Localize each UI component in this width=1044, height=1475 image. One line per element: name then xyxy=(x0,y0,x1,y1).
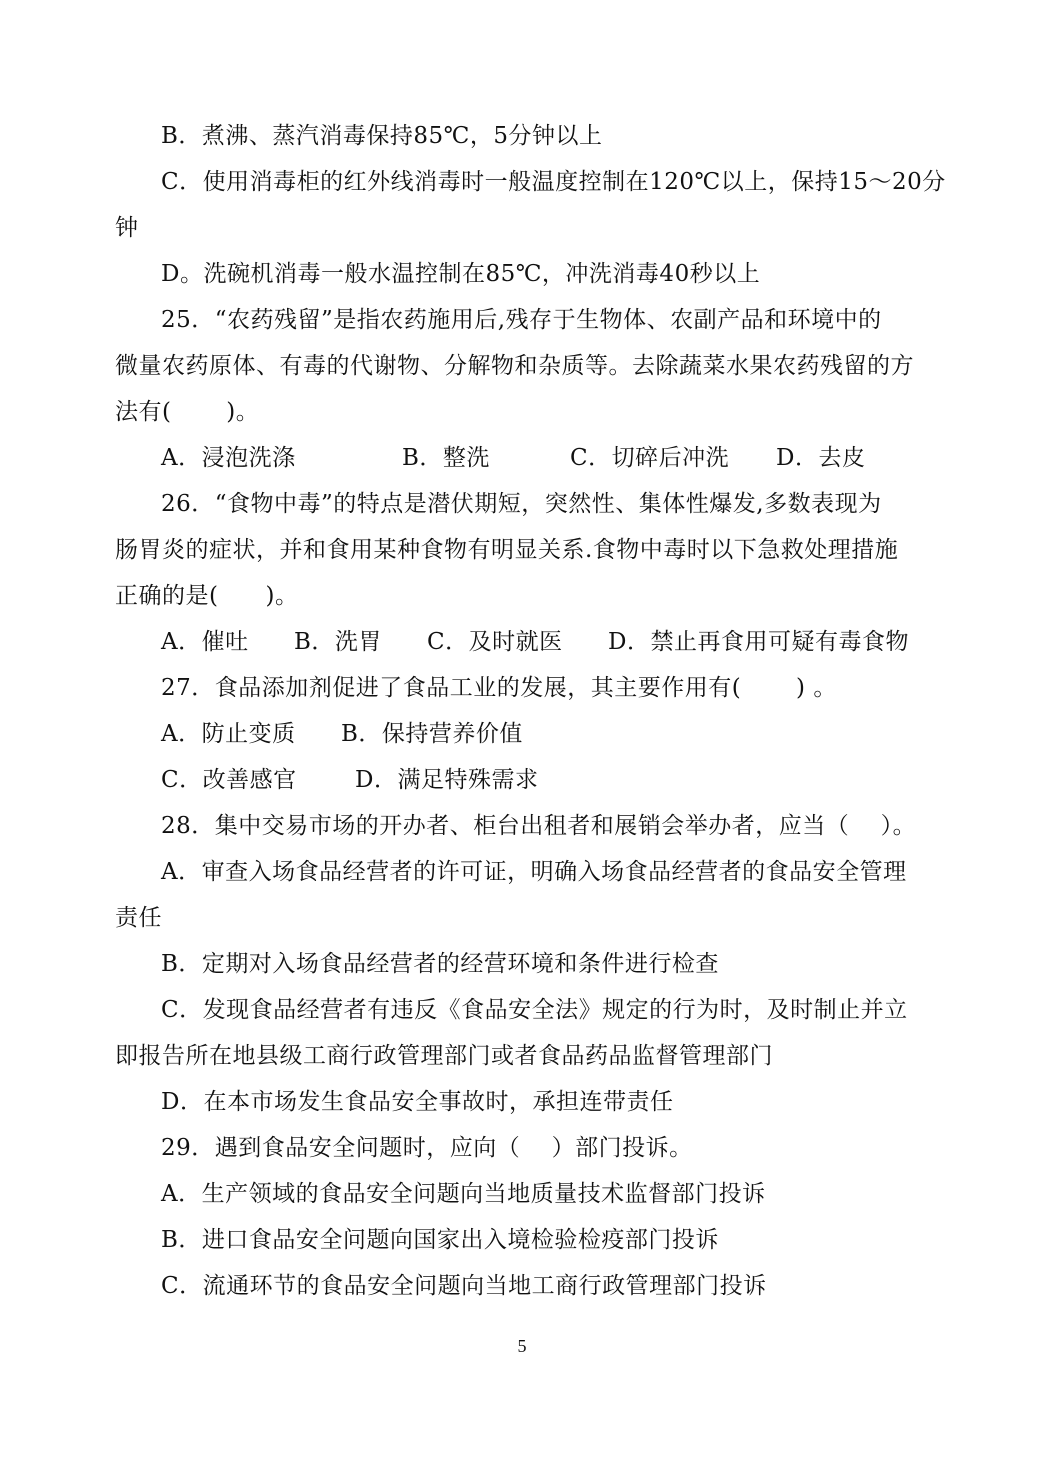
option-a: A．防止变质 xyxy=(161,721,296,747)
option-line: C．发现食品经营者有违反《食品安全法》规定的行为时，及时制止并立 xyxy=(161,997,908,1023)
question-27-options xyxy=(115,711,945,757)
option-c: C．及时就医 xyxy=(427,629,563,655)
option-c: C．切碎后冲洗 xyxy=(570,445,730,471)
question-25-line: 法有( )。 xyxy=(115,399,260,425)
page-content xyxy=(115,113,945,1309)
option-b: B．保持营养价值 xyxy=(341,721,523,747)
option-line-continuation: 即报告所在地县级工商行政管理部门或者食品药品监督管理部门 xyxy=(115,1043,773,1069)
question-27-options xyxy=(115,757,945,803)
question-27-line: 27．食品添加剂促进了食品工业的发展，其主要作用有( ) 。 xyxy=(161,675,837,701)
option-d: D．去皮 xyxy=(776,445,866,471)
option-b: B．洗胃 xyxy=(294,629,382,655)
question-26-line: 正确的是( )。 xyxy=(115,583,299,609)
question-26-line: 肠胃炎的症状，并和食用某种食物有明显关系.食物中毒时以下急救处理措施 xyxy=(115,537,899,563)
option-line: A．审查入场食品经营者的许可证，明确入场食品经营者的食品安全管理 xyxy=(161,859,907,885)
option-line: A．生产领域的食品安全问题向当地质量技术监督部门投诉 xyxy=(161,1181,766,1207)
question-25-line: 25．“农药残留”是指农药施用后,残存于生物体、农副产品和环境中的 xyxy=(161,307,882,333)
option-c: C．改善感官 xyxy=(161,767,297,793)
option-line-continuation: 责任 xyxy=(115,905,162,931)
option-b: B．整洗 xyxy=(402,445,490,471)
option-line: C．使用消毒柜的红外线消毒时一般温度控制在120℃以上，保持15～20分 xyxy=(161,169,946,195)
question-28-line: 28．集中交易市场的开办者、柜台出租者和展销会举办者，应当（ ）。 xyxy=(161,813,917,839)
question-25-options xyxy=(115,435,945,481)
option-line: D。洗碗机消毒一般水温控制在85℃，冲洗消毒40秒以上 xyxy=(161,261,761,287)
page-number: 5 xyxy=(517,1336,527,1356)
question-25-line: 微量农药原体、有毒的代谢物、分解物和杂质等。去除蔬菜水果农药残留的方 xyxy=(115,353,914,379)
option-line-continuation: 钟 xyxy=(115,215,139,241)
option-line: B．进口食品安全问题向国家出入境检验检疫部门投诉 xyxy=(161,1227,719,1253)
option-d: D．满足特殊需求 xyxy=(355,767,539,793)
option-line: C．流通环节的食品安全问题向当地工商行政管理部门投诉 xyxy=(161,1273,767,1299)
option-a: A．浸泡洗涤 xyxy=(161,445,296,471)
option-line: D．在本市场发生食品安全事故时，承担连带责任 xyxy=(161,1089,674,1115)
question-26-options xyxy=(115,619,945,665)
option-line: B．煮沸、蒸汽消毒保持85℃，5分钟以上 xyxy=(161,123,603,149)
question-29-line: 29．遇到食品安全问题时，应向（ ）部门投诉。 xyxy=(161,1135,693,1161)
option-line: B．定期对入场食品经营者的经营环境和条件进行检查 xyxy=(161,951,719,977)
option-d: D．禁止再食用可疑有毒食物 xyxy=(608,629,909,655)
question-26-line: 26．“食物中毒”的特点是潜伏期短，突然性、集体性爆发,多数表现为 xyxy=(161,491,882,517)
option-a: A．催吐 xyxy=(161,629,249,655)
